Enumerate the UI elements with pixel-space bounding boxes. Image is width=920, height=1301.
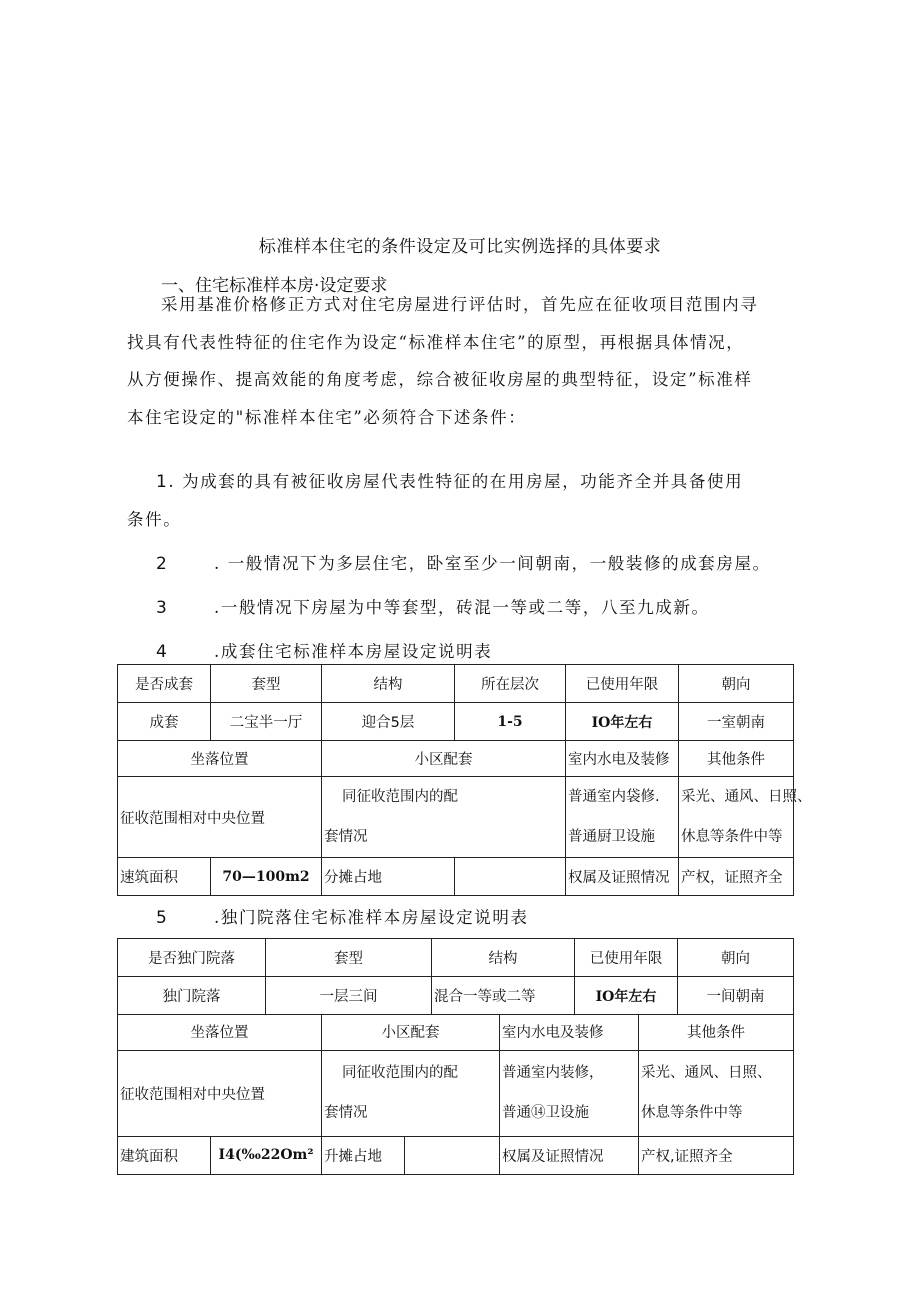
table-cell: 所在层次 <box>455 665 566 703</box>
table-cell: 已使用年限 <box>575 939 678 977</box>
table-cell: 成套 <box>118 703 211 741</box>
item-number: 2 <box>156 554 169 574</box>
item-number: 3 <box>156 598 169 618</box>
table-cell: 迎合5层 <box>322 703 455 741</box>
cell-line: 套情况 <box>324 829 368 845</box>
condition-item-2 <box>156 550 771 574</box>
item-text: .一般情况下房屋为中等套型，砖混一等或二等，八至九成新。 <box>214 598 710 617</box>
cell-line: 普通室内袋修. <box>568 789 660 805</box>
item-text: .独门院落住宅标准样本房屋设定说明表 <box>214 908 529 927</box>
table-cell: 是否成套 <box>118 665 211 703</box>
item-text: . 为成套的具有被征收房屋代表性特征的在用房屋，功能齐全并具备使用 <box>168 472 744 491</box>
intro-line: 找具有代表性特征的住宅作为设定“标准样本住宅”的原型，再根据具体情况， <box>127 332 745 352</box>
table-cell: 征收范围相对中央位置 <box>118 1050 322 1136</box>
table-cell: 朝向 <box>678 939 794 977</box>
cell-line: 普通厨卫设施 <box>568 829 655 845</box>
table-row <box>118 1014 794 1050</box>
table-cell: 已使用年限 <box>566 665 679 703</box>
table-cell: 一间朝南 <box>678 977 794 1015</box>
table-cell: 权属及证照情况 <box>566 858 679 896</box>
table-cell: I4(‰22Om² <box>211 1136 322 1174</box>
intro-line: 本住宅设定的"标准样本住宅”必须符合下述条件： <box>127 407 527 427</box>
table-cell: 室内水电及装修 <box>566 741 679 777</box>
condition-item-5 <box>156 904 529 928</box>
table-cell <box>500 1050 639 1136</box>
table-cell: 其他条件 <box>679 741 794 777</box>
table-cell: IO年左右 <box>566 703 679 741</box>
item-number: 4 <box>156 642 169 662</box>
table-row <box>118 939 794 977</box>
table-row <box>118 741 794 777</box>
table-cell: 结构 <box>322 665 455 703</box>
table-apartment-standard <box>117 664 812 896</box>
table-cell: 混合一等或二等 <box>432 977 575 1015</box>
table-cell: 其他条件 <box>639 1014 794 1050</box>
intro-line: 从方便操作、提高效能的角度考虑，综合被征收房屋的典型特征，设定”标准样 <box>127 370 753 389</box>
condition-item-1-continued: 条件。 <box>127 510 182 529</box>
table-cell: 套型 <box>266 939 432 977</box>
table-cell: 二宝半一厅 <box>211 703 322 741</box>
table-cell: 速筑面积 <box>118 858 211 896</box>
table-cell: 70—100m2 <box>211 858 322 896</box>
table-cell: 升摊占地 <box>322 1136 405 1174</box>
table-courtyard-standard <box>117 938 794 1015</box>
cell-line: 采光、通风、日照、 <box>641 1065 772 1081</box>
table-cell: 权属及证照情况 <box>500 1136 639 1174</box>
table-cell: 是否独门院落 <box>118 939 266 977</box>
table-cell: 朝向 <box>679 665 794 703</box>
cell-line: 采光、通风、日照、 <box>681 789 812 805</box>
table-cell: 征收范围相对中央位置 <box>118 777 322 858</box>
cell-line: 同征收范围内的配 <box>342 1065 458 1081</box>
table-cell: 独门院落 <box>118 977 266 1015</box>
item-number: 5 <box>156 908 169 928</box>
table-cell: 套型 <box>211 665 322 703</box>
intro-paragraph <box>127 286 807 436</box>
cell-line: 普通⑭卫设施 <box>502 1105 589 1121</box>
table-row <box>118 777 794 858</box>
table-cell <box>639 1050 794 1136</box>
table-cell: 产权，证照齐全 <box>679 858 794 896</box>
condition-item-1 <box>156 468 743 492</box>
table-cell: 一层三间 <box>266 977 432 1015</box>
table-cell: 分摊占地 <box>322 858 455 896</box>
table-cell <box>455 858 566 896</box>
condition-item-4 <box>156 638 492 662</box>
table-cell: 结构 <box>432 939 575 977</box>
document-title: 标准样本住宅的条件设定及可比实例选择的具体要求 <box>258 237 662 257</box>
cell-line: 休息等条件中等 <box>681 829 783 845</box>
table-cell: 坐落位置 <box>118 1014 322 1050</box>
table-cell <box>322 1050 500 1136</box>
section-heading: 一、住宅标准样本房·设定要求 <box>161 276 388 296</box>
table-cell <box>322 777 566 858</box>
table-cell: 坐落位置 <box>118 741 322 777</box>
item-text: . 一般情况下为多层住宅，卧室至少一间朝南，一般装修的成套房屋。 <box>214 554 771 573</box>
table-cell <box>566 777 679 858</box>
intro-line: 采用基准价格修正方式对住宅房屋进行评估时，首先应在征收项目范围内寻 <box>161 295 759 314</box>
table-row <box>118 1136 794 1174</box>
cell-line: 同征收范围内的配 <box>342 789 458 805</box>
table-cell <box>679 777 812 858</box>
item-number: 1 <box>156 472 169 492</box>
item-text: .成套住宅标准样本房屋设定说明表 <box>214 642 493 661</box>
table-row <box>118 703 794 741</box>
condition-item-3 <box>156 594 710 618</box>
table-cell: 小区配套 <box>322 741 566 777</box>
table-cell: IO年左右 <box>575 977 678 1015</box>
cell-line: 套情况 <box>324 1105 368 1121</box>
table-cell <box>405 1136 500 1174</box>
cell-line: 普通室内装修， <box>502 1065 604 1081</box>
table-cell: 一室朝南 <box>679 703 794 741</box>
table-cell: 小区配套 <box>322 1014 500 1050</box>
table-cell: 室内水电及装修 <box>500 1014 639 1050</box>
table-row <box>118 977 794 1015</box>
table-cell: 产权,证照齐全 <box>639 1136 794 1174</box>
table-courtyard-standard-lower <box>117 1014 794 1175</box>
table-row <box>118 1050 794 1136</box>
table-cell: 1-5 <box>455 703 566 741</box>
table-row <box>118 665 794 703</box>
table-cell: 建筑面积 <box>118 1136 211 1174</box>
cell-line: 休息等条件中等 <box>641 1105 743 1121</box>
table-row <box>118 858 794 896</box>
